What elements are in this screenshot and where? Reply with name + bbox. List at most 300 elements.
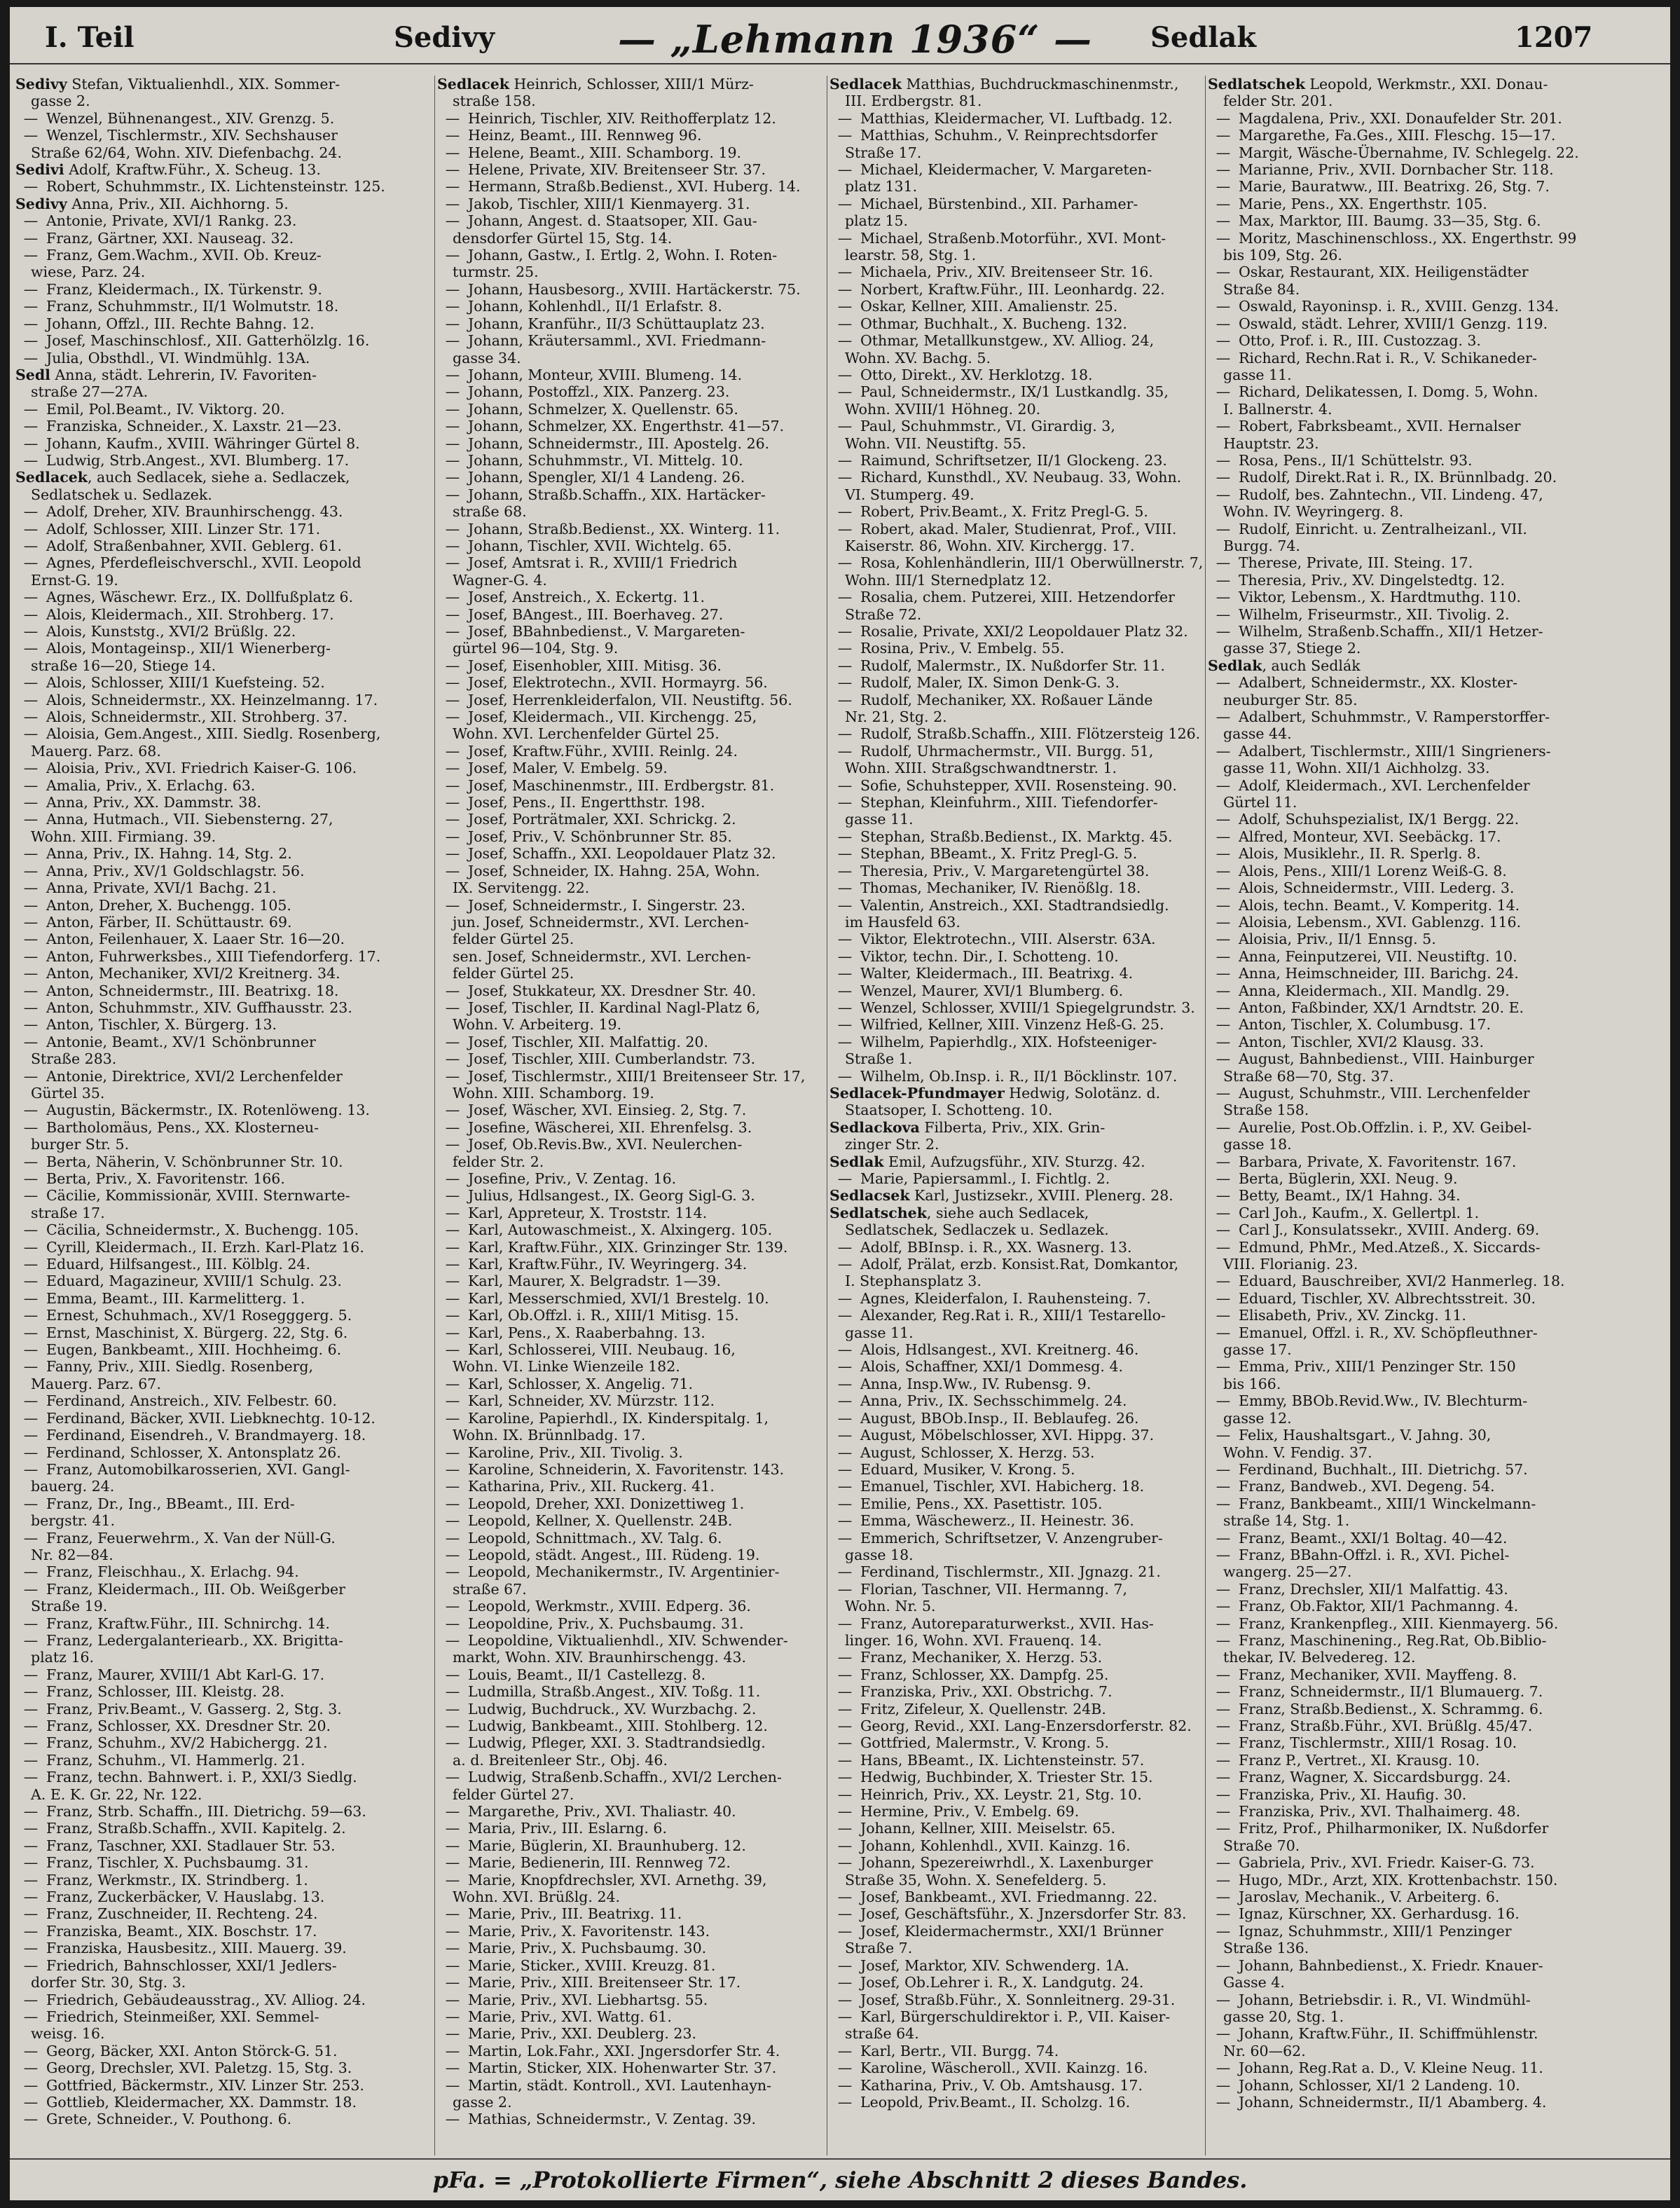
- directory-entry: [1208, 1957, 1663, 1974]
- ditto-dash: —: [23, 931, 39, 948]
- entry-text: Leopold, Kellner, X. Quellenstr. 24B.: [468, 1512, 733, 1530]
- directory-entry: [829, 2043, 1203, 2059]
- entry-continuation: straße 16—20, Stiege 14.: [31, 657, 216, 674]
- entry-text: Oskar, Kellner, XIII. Amalienstr. 25.: [860, 298, 1118, 315]
- entry-text: Johann, Kräutersamml., XVI. Friedmann-: [468, 332, 766, 350]
- surname: Sedlacek: [829, 76, 902, 92]
- directory-entry: [1208, 999, 1663, 1016]
- ditto-dash: —: [23, 2059, 39, 2077]
- book-title: — „Lehmann 1936“ —: [618, 17, 1093, 62]
- entry-text: Adolf, Straßenbahner, XVII. Geblerg. 61.: [46, 537, 343, 554]
- entry-text: Katharina, Priv., V. Ob. Amtshausg. 17.: [860, 2076, 1143, 2094]
- ditto-dash: —: [1216, 2093, 1231, 2111]
- directory-entry: [437, 366, 825, 383]
- entry-text: Johann, Offzl., III. Rechte Bahng. 12.: [46, 315, 315, 332]
- entry-continuation: bergstr. 41.: [31, 1512, 116, 1530]
- entry-text: Michael, Straßenb.Motorführ., XVI. Mont-: [860, 229, 1166, 247]
- entry-text: Karoline, Priv., XII. Tivolig. 3.: [468, 1444, 683, 1461]
- ditto-dash: —: [837, 845, 853, 863]
- directory-entry: [437, 1273, 825, 1289]
- entry-text: Cyrill, Kleidermach., II. Erzh. Karl-Platz 16.: [46, 1238, 364, 1256]
- entry-text: Ferdinand, Eisendreh., V. Brandmayerg. 18.: [46, 1427, 366, 1444]
- entry-continuation: Wohn. VI. Linke Wienzeile 182.: [453, 1358, 680, 1376]
- directory-entry: [437, 1615, 825, 1632]
- ditto-dash: —: [445, 1118, 460, 1136]
- ditto-dash: —: [837, 1700, 853, 1717]
- entry-continuation: felder Str. 201.: [1223, 92, 1333, 110]
- ditto-dash: —: [445, 178, 460, 196]
- directory-entry: [15, 1803, 432, 1820]
- ditto-dash: —: [445, 400, 460, 418]
- directory-entry: [829, 1803, 1203, 1820]
- directory-entry: [829, 521, 1203, 537]
- entry-text: Valentin, Anstreich., XXI. Stadtrandsiedlg.: [860, 896, 1169, 914]
- entry-text: Leopold, Schnittmach., XV. Talg. 6.: [468, 1529, 722, 1547]
- entry-continuation: gasse 37, Stiege 2.: [1223, 640, 1361, 657]
- directory-entry: [437, 1923, 825, 1940]
- directory-entry: [437, 383, 825, 400]
- ditto-dash: —: [445, 589, 460, 606]
- ditto-dash: —: [445, 109, 460, 127]
- directory-entry: [15, 554, 432, 571]
- entry-text: Hermann, Straßb.Bedienst., XVI. Huberg. 14.: [468, 178, 801, 196]
- ditto-dash: —: [445, 1136, 460, 1153]
- entry-text: Franz, Gärtner, XXI. Nauseag. 32.: [46, 229, 294, 247]
- entry-continuation: Sedlatschek u. Sedlazek.: [31, 486, 212, 503]
- directory-entry: [15, 503, 432, 520]
- ditto-dash: —: [1216, 161, 1231, 179]
- entry-text: Karl, Appreteur, X. Troststr. 114.: [468, 1204, 708, 1221]
- directory-entry: [1208, 554, 1663, 571]
- entry-text: Josef, Kleidermachermstr., XXI/1 Brünner: [860, 1922, 1164, 1940]
- entry-continuation: bis 109, Stg. 26.: [1223, 247, 1342, 264]
- ditto-dash: —: [445, 1204, 460, 1221]
- entry-text: Marie, Sticker., XVIII. Kreuzg. 81.: [468, 1956, 716, 1974]
- entry-text: Anton, Dreher, X. Buchengg. 105.: [46, 896, 291, 914]
- entry-text: Franz, Zuschneider, II. Rechteng. 24.: [46, 1905, 318, 1923]
- directory-entry: [829, 1717, 1203, 1734]
- directory-entry: [1208, 110, 1663, 127]
- ditto-dash: —: [837, 1717, 853, 1734]
- directory-entry: [829, 1392, 1203, 1409]
- directory-entry: [15, 1256, 432, 1273]
- directory-entry: [15, 1102, 432, 1118]
- entry-text: Alexander, Reg.Rat i. R., XIII/1 Testarello-: [860, 1307, 1166, 1324]
- ditto-dash: —: [837, 691, 853, 708]
- entry-text: Franz, Fleischhau., X. Erlachg. 94.: [46, 1563, 299, 1581]
- entry-text: Grete, Schneider., V. Pouthong. 6.: [46, 2111, 292, 2128]
- entry-text: Viktor, techn. Dir., I. Schotteng. 10.: [860, 947, 1119, 965]
- ditto-dash: —: [1216, 486, 1231, 503]
- directory-entry: [437, 863, 825, 879]
- entry-text: Helene, Beamt., XIII. Schamborg. 19.: [468, 144, 742, 161]
- directory-entry: [1208, 879, 1663, 896]
- directory-entry: [1208, 1034, 1663, 1050]
- directory-entry: [1208, 1495, 1663, 1512]
- entry-continuation: straße 17.: [31, 1204, 105, 1221]
- directory-entry: [829, 1358, 1203, 1375]
- entry-text: Theresia, Priv., V. Margaretengürtel 38.: [860, 862, 1150, 879]
- directory-entry: [15, 777, 432, 794]
- entry-text: Rosa, Pens., II/1 Schüttelstr. 93.: [1239, 451, 1473, 469]
- directory-entry: [15, 794, 432, 811]
- directory-entry: [1208, 1581, 1663, 1598]
- ditto-dash: —: [837, 1563, 853, 1581]
- entry-text: Hans, BBeamt., IX. Lichtensteinstr. 57.: [860, 1751, 1145, 1769]
- entry-text: Edmund, PhMr., Med.Atzeß., X. Siccards-: [1239, 1238, 1541, 1256]
- directory-entry: [1208, 811, 1663, 828]
- entry-text: Robert, Priv.Beamt., X. Fritz Pregl-G. 5.: [860, 503, 1148, 521]
- entry-text: Johann, Schmelzer, X. Quellenstr. 65.: [468, 400, 738, 418]
- directory-entry: [15, 127, 432, 144]
- ditto-dash: —: [837, 1751, 853, 1769]
- entry-text: Marianne, Priv., XVII. Dornbacher Str. 118.: [1239, 161, 1554, 179]
- entry-text: Hedwig, Solotänz. d.: [1004, 1084, 1161, 1102]
- entry-text: Franz, Kleidermach., III. Ob. Weißgerber: [46, 1580, 345, 1598]
- directory-entry: [437, 1701, 825, 1717]
- ditto-dash: —: [445, 1631, 460, 1649]
- ditto-dash: —: [23, 674, 39, 692]
- directory-entry: [829, 452, 1203, 469]
- directory-entry: [829, 1444, 1203, 1461]
- directory-entry: [437, 1205, 825, 1221]
- directory-entry: [1208, 1666, 1663, 1683]
- surname: Sedivy: [15, 76, 67, 92]
- directory-entry: [437, 1119, 825, 1136]
- entry-continuation: IX. Servitengg. 22.: [453, 879, 590, 897]
- entry-text: Paul, Schuhmmstr., VI. Girardig. 3,: [860, 418, 1115, 435]
- entry-text: Emanuel, Tischler, XVI. Habicherg. 18.: [860, 1478, 1145, 1495]
- entry-continuation: sen. Josef, Schneidermstr., XVI. Lerchen-: [453, 947, 751, 965]
- ditto-dash: —: [445, 1563, 460, 1581]
- entry-continuation: Hauptstr. 23.: [1223, 434, 1319, 452]
- ditto-dash: —: [1216, 298, 1231, 315]
- directory-entry: [437, 760, 825, 776]
- entry-continuation: felder Gürtel 25.: [453, 965, 574, 982]
- entry-text: Josef, Pens., II. Engertthstr. 198.: [468, 794, 705, 811]
- directory-entry: [437, 1221, 825, 1238]
- entry-text: Viktor, Elektrotechn., VIII. Alserstr. 63A.: [860, 931, 1156, 948]
- ditto-dash: —: [445, 708, 460, 726]
- entry-text: Adalbert, Schneidermstr., XX. Kloster-: [1239, 674, 1518, 692]
- ditto-dash: —: [837, 1341, 853, 1359]
- directory-entry: [829, 1854, 1203, 1871]
- ditto-dash: —: [23, 794, 39, 811]
- entry-text: Marie, Bauratww., III. Beatrixg. 26, Stg. 7.: [1239, 178, 1550, 196]
- ditto-dash: —: [23, 640, 39, 657]
- entry-text: Julius, Hdlsangest., IX. Georg Sigl-G. 3.: [468, 1187, 755, 1205]
- ditto-dash: —: [1216, 1922, 1231, 1940]
- entry-text: Elisabeth, Priv., XV. Zinckg. 11.: [1239, 1307, 1466, 1324]
- directory-entry: [1208, 1324, 1663, 1341]
- ditto-dash: —: [1216, 674, 1231, 692]
- entry-text: Bartholomäus, Pens., XX. Klosterneu-: [46, 1118, 319, 1136]
- directory-entry: [437, 692, 825, 708]
- entry-text: Franz, Bandweb., XVI. Degeng. 54.: [1239, 1478, 1495, 1495]
- ditto-dash: —: [1216, 349, 1231, 366]
- entry-text: Anton, Tischler, X. Columbusg. 17.: [1239, 1016, 1491, 1034]
- ditto-dash: —: [445, 760, 460, 777]
- ditto-dash: —: [837, 1307, 853, 1324]
- ditto-dash: —: [445, 366, 460, 383]
- ditto-dash: —: [23, 1495, 39, 1512]
- entry-text: Martin, Sticker, XIX. Hohenwarter Str. 37.: [468, 2059, 777, 2077]
- ditto-dash: —: [837, 1444, 853, 1461]
- entry-text: Franz, Ob.Faktor, XII/1 Pachmanng. 4.: [1239, 1598, 1519, 1615]
- ditto-dash: —: [445, 811, 460, 828]
- ditto-dash: —: [837, 999, 853, 1016]
- entry-continuation: gürtel 96—104, Stg. 9.: [453, 640, 619, 657]
- entry-text: Adolf, Kleidermach., XVI. Lerchenfelder: [1239, 776, 1530, 794]
- entry-text: Moritz, Maschinenschloss., XX. Engerthstr. 99: [1239, 229, 1577, 247]
- ditto-dash: —: [23, 400, 39, 418]
- entry-text: August, BBOb.Insp., II. Beblaufeg. 26.: [860, 1409, 1139, 1427]
- entry-text: Johann, Kaufm., XVIII. Währinger Gürtel 8.: [46, 434, 360, 452]
- directory-entry: [437, 982, 825, 999]
- entry-text: Johann, Hausbesorg., XVIII. Hartäckerstr. 75.: [468, 280, 801, 298]
- ditto-dash: —: [445, 845, 460, 863]
- directory-entry: [829, 657, 1203, 674]
- ditto-dash: —: [23, 1118, 39, 1136]
- entry-text: Johann, Monteur, XVIII. Blumeng. 14.: [468, 366, 743, 383]
- entry-text: Karl, Bertr., VII. Burgg. 74.: [860, 2042, 1059, 2059]
- surname: Sedlacek: [15, 469, 88, 486]
- entry-text: Julia, Obsthdl., VI. Windmühlg. 13A.: [46, 349, 310, 366]
- ditto-dash: —: [445, 794, 460, 811]
- entry-continuation: Straße 72.: [845, 605, 922, 623]
- ditto-dash: —: [445, 127, 460, 144]
- directory-entry: [829, 1563, 1203, 1580]
- ditto-dash: —: [445, 1392, 460, 1410]
- ditto-dash: —: [23, 589, 39, 606]
- ditto-dash: —: [445, 486, 460, 503]
- directory-entry: [437, 1940, 825, 1956]
- ditto-dash: —: [837, 315, 853, 332]
- entry-text: Franz, Strb. Schaffn., III. Dietrichg. 59—63.: [46, 1803, 366, 1820]
- entry-text: Stephan, Straßb.Bedienst., IX. Marktg. 45.: [860, 828, 1173, 845]
- directory-entry: [829, 1495, 1203, 1512]
- entry-text: Heinrich, Priv., XX. Leystr. 21, Stg. 10.: [860, 1785, 1142, 1803]
- entry-text: August, Schuhmstr., VIII. Lerchenfelder: [1239, 1084, 1530, 1102]
- directory-entry: [437, 1341, 825, 1358]
- entry-continuation: neuburger Str. 85.: [1223, 691, 1358, 708]
- directory-entry: [829, 315, 1203, 332]
- directory-entry: [15, 1872, 432, 1888]
- entry-text: Johann, Kranführ., II/3 Schüttauplatz 23.: [468, 315, 765, 332]
- directory-entry: [1208, 383, 1663, 400]
- directory-entry: [1208, 469, 1663, 486]
- entry-text: Franz, Taschner, XXI. Stadlauer Str. 53.: [46, 1837, 336, 1854]
- ditto-dash: —: [23, 879, 39, 897]
- entry-text: Alois, techn. Beamt., V. Komperitg. 14.: [1239, 896, 1520, 914]
- entry-text: Josef, Tischler, XIII. Cumberlandstr. 73.: [468, 1050, 756, 1068]
- directory-entry: [1208, 161, 1663, 178]
- ditto-dash: —: [837, 794, 853, 811]
- entry-text: Fritz, Zifeleur, X. Quellenstr. 24B.: [860, 1700, 1106, 1717]
- entry-text: Franz, Beamt., XXI/1 Boltag. 40—42.: [1239, 1529, 1508, 1547]
- ditto-dash: —: [445, 2042, 460, 2059]
- directory-entry: [1208, 1427, 1663, 1444]
- entry-text: Jaroslav, Mechanik., V. Arbeiterg. 6.: [1239, 1888, 1500, 1906]
- directory-entry: [15, 2059, 432, 2076]
- entry-text: Josef, Schneider, IX. Hahng. 25A, Wohn.: [468, 862, 760, 879]
- column-2: [437, 76, 825, 2155]
- entry-text: Louis, Beamt., II/1 Castellezg. 8.: [468, 1666, 706, 1683]
- ditto-dash: —: [445, 1187, 460, 1205]
- directory-entry: [437, 1957, 825, 1974]
- entry-text: Johann, Kohlenhdl., II/1 Erlafstr. 8.: [468, 298, 722, 315]
- directory-entry: [437, 623, 825, 640]
- entry-text: August, Möbelschlosser, XVI. Hippg. 37.: [860, 1427, 1155, 1444]
- column-divider: [434, 76, 435, 2155]
- directory-entry: [1208, 863, 1663, 879]
- directory-entry: [1208, 1598, 1663, 1614]
- ditto-dash: —: [445, 1905, 460, 1923]
- directory-entry: [829, 1820, 1203, 1837]
- ditto-dash: —: [445, 1769, 460, 1786]
- entry-text: Rosalia, chem. Putzerei, XIII. Hetzendorfer: [860, 589, 1175, 606]
- ditto-dash: —: [23, 1409, 39, 1427]
- ditto-dash: —: [23, 451, 39, 469]
- ditto-dash: —: [445, 1324, 460, 1341]
- entry-text: Richard, Kunsthdl., XV. Neubaug. 33, Wohn.: [860, 469, 1182, 486]
- entry-text: Franz, Priv.Beamt., V. Gasserg. 2, Stg. 3.: [46, 1700, 342, 1717]
- directory-entry: [437, 1974, 825, 1991]
- directory-entry: [829, 948, 1203, 965]
- entry-text: Karl, Kraftw.Führ., IV. Weyringerg. 34.: [468, 1256, 748, 1273]
- directory-entry: [1208, 982, 1663, 999]
- ditto-dash: —: [445, 520, 460, 537]
- entry-text: Franz, Kraftw.Führ., III. Schnirchg. 14.: [46, 1614, 330, 1632]
- ditto-dash: —: [23, 947, 39, 965]
- ditto-dash: —: [445, 1478, 460, 1495]
- directory-entry: [1208, 1392, 1663, 1409]
- directory-entry: [15, 1495, 432, 1512]
- entry-text: Ernst, Maschinist, X. Bürgerg. 22, Stg. 6.: [46, 1324, 348, 1341]
- directory-entry: [1208, 1905, 1663, 1922]
- entry-continuation: gasse 11.: [1223, 366, 1292, 383]
- directory-entry: [1208, 1888, 1663, 1905]
- entry-text: Ernest, Schuhmach., XV/1 Rosegggerg. 5.: [46, 1307, 352, 1324]
- entry-text: Agnes, Kleiderfalon, I. Rauhensteing. 7.: [860, 1289, 1151, 1307]
- entry-continuation: Wohn. III/1 Sternedplatz 12.: [845, 571, 1052, 589]
- entry-text: Wilhelm, Straßenb.Schaffn., XII/1 Hetzer-: [1239, 623, 1543, 640]
- directory-entry: [437, 1905, 825, 1922]
- ditto-dash: —: [1216, 982, 1231, 999]
- ditto-dash: —: [23, 2111, 39, 2128]
- ditto-dash: —: [1216, 1392, 1231, 1410]
- entry-text: Otto, Prof. i. R., III. Custozzag. 3.: [1239, 332, 1481, 350]
- ditto-dash: —: [445, 1940, 460, 1957]
- directory-entry: [1208, 1803, 1663, 1820]
- entry-continuation: Wohn. Nr. 5.: [845, 1598, 936, 1615]
- ditto-dash: —: [445, 161, 460, 179]
- directory-entry: [437, 332, 825, 349]
- ditto-dash: —: [837, 1888, 853, 1906]
- ditto-dash: —: [1216, 862, 1231, 879]
- entry-continuation: Wohn. XV. Bachg. 5.: [845, 349, 991, 366]
- ditto-dash: —: [23, 2076, 39, 2094]
- directory-entry: [829, 2008, 1203, 2025]
- entry-text: Ferdinand, Buchhalt., III. Dietrichg. 57.: [1239, 1460, 1528, 1478]
- directory-entry: [1208, 350, 1663, 366]
- entry-text: Marie, Büglerin, XI. Braunhuberg. 12.: [468, 1837, 746, 1854]
- ditto-dash: —: [1216, 315, 1231, 332]
- entry-text: Eduard, Musiker, V. Krong. 5.: [860, 1460, 1075, 1478]
- ditto-dash: —: [1216, 1769, 1231, 1786]
- directory-entry: [437, 1478, 825, 1495]
- ditto-dash: —: [1216, 947, 1231, 965]
- ditto-dash: —: [445, 383, 460, 401]
- entry-text: Josef, Ob.Lehrer i. R., X. Landgutg. 24.: [860, 1974, 1144, 1991]
- ditto-dash: —: [23, 845, 39, 863]
- entry-continuation: densdorfer Gürtel 15, Stg. 14.: [453, 229, 673, 247]
- ditto-dash: —: [1216, 1546, 1231, 1563]
- entry-continuation: Straße 17.: [845, 144, 922, 161]
- entry-text: Robert, Schuhmmstr., IX. Lichtensteinstr. 125.: [46, 178, 385, 196]
- entry-continuation: Straße 1.: [845, 1050, 913, 1068]
- directory-entry: [15, 2043, 432, 2059]
- ditto-dash: —: [445, 1803, 460, 1820]
- directory-entry: [1208, 2059, 1663, 2076]
- entry-text: Leopold, städt. Angest., III. Rüdeng. 19.: [468, 1546, 760, 1563]
- ditto-dash: —: [445, 1717, 460, 1734]
- ditto-dash: —: [23, 965, 39, 982]
- entry-text: Berta, Priv., X. Favoritenstr. 166.: [46, 1170, 285, 1187]
- directory-entry: [1208, 1734, 1663, 1751]
- entry-continuation: VI. Stumperg. 49.: [845, 486, 975, 503]
- entry-text: Stephan, Kleinfuhrm., XIII. Tiefendorfer-: [860, 794, 1158, 811]
- entry-text: Sofie, Schuhstepper, XVII. Rosensteing. 90.: [860, 776, 1177, 794]
- directory-entry: [15, 1888, 432, 1905]
- entry-text: Viktor, Lebensm., X. Hardtmuthg. 110.: [1239, 589, 1522, 606]
- column-4: [1208, 76, 1663, 2155]
- ditto-dash: —: [1216, 1580, 1231, 1598]
- directory-entry: [1208, 178, 1663, 195]
- entry-continuation: gasse 11, Wohn. XII/1 Aichholzg. 33.: [1223, 760, 1490, 777]
- ditto-dash: —: [1216, 520, 1231, 537]
- ditto-dash: —: [445, 418, 460, 435]
- directory-entry: [829, 965, 1203, 982]
- entry-text: Heinz, Beamt., III. Rennweg 96.: [468, 127, 702, 144]
- ditto-dash: —: [837, 1392, 853, 1410]
- ditto-dash: —: [445, 1666, 460, 1683]
- directory-entry: [829, 263, 1203, 280]
- directory-entry: [1208, 674, 1663, 691]
- entry-text: Anton, Schuhmmstr., XIV. Guffhausstr. 23.: [46, 999, 352, 1016]
- directory-entry: [1208, 777, 1663, 794]
- entry-continuation: Wohn. XIII. Straßgschwandtnerstr. 1.: [845, 760, 1117, 777]
- directory-entry: [15, 1170, 432, 1187]
- directory-entry: [829, 469, 1203, 486]
- directory-entry: [437, 1991, 825, 2008]
- entry-text: Franziska, Priv., XI. Haufig. 30.: [1239, 1785, 1467, 1803]
- ditto-dash: —: [1216, 332, 1231, 350]
- directory-entry: [437, 1598, 825, 1614]
- entry-text: Adolf, Dreher, XIV. Braunhirschengg. 43.: [46, 503, 343, 521]
- ditto-dash: —: [837, 1238, 853, 1256]
- entry-text: Franz, Ledergalanteriearb., XX. Brigitta-: [46, 1631, 343, 1649]
- directory-entry: [1208, 1307, 1663, 1324]
- entry-text: Karoline, Schneiderin, X. Favoritenstr. 143.: [468, 1460, 785, 1478]
- ditto-dash: —: [23, 315, 39, 332]
- entry-text: Anna, Priv., XV/1 Goldschlagstr. 56.: [46, 862, 305, 879]
- ditto-dash: —: [23, 1683, 39, 1701]
- directory-entry: [15, 1837, 432, 1854]
- directory-entry: [15, 315, 432, 332]
- entry-continuation: turmstr. 25.: [453, 263, 539, 281]
- directory-entry: [829, 1034, 1203, 1050]
